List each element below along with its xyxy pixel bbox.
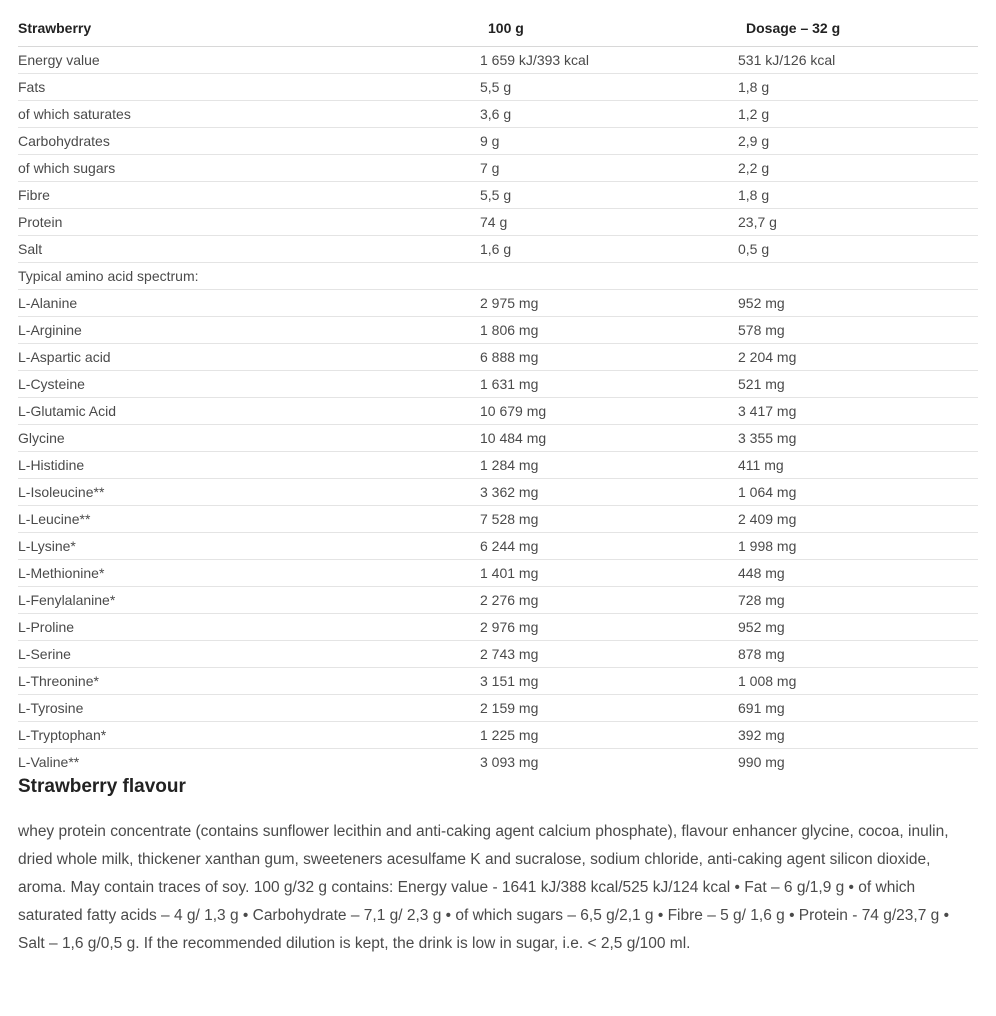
table-row — [18, 236, 978, 263]
table-row — [18, 425, 978, 452]
row-per-dosage: 392 mg — [738, 722, 978, 749]
row-per-100g: 5,5 g — [480, 74, 738, 101]
row-per-dosage: 1 998 mg — [738, 533, 978, 560]
row-nutrient: L-Methionine* — [18, 560, 480, 587]
row-nutrient: Salt — [18, 236, 480, 263]
ingredients-text: whey protein concentrate (contains sunflower lecithin and anti-caking agent calcium phosphate), flavour enhancer glycine, cocoa, inulin, dried whole milk, thickener xanthan gum, sweeteners acesulfame K and sucralose, sodium chloride, anti-caking agent silicon dioxide, aroma. May contain traces of soy. 100 g/32 g contains: Energy value - 1641 kJ/388 kcal/525 kJ/124 kcal • Fat – 6 g/1,9 g • of which saturated fatty acids – 4 g/ 1,3 g • Carbohydrate – 7,1 g/ 2,3 g • of which sugars – 6,5 g/2,1 g • Fibre – 5 g/ 1,6 g • Protein - 74 g/23,7 g • Salt – 1,6 g/0,5 g. If the recommended dilution is kept, the drink is low in sugar, i.e. < 2,5 g/100 ml. — [18, 823, 949, 952]
table-row — [18, 317, 978, 344]
row-per-dosage: 878 mg — [738, 641, 978, 668]
table-row — [18, 290, 978, 317]
row-per-dosage: 3 417 mg — [738, 398, 978, 425]
row-nutrient: Protein — [18, 209, 480, 236]
table-row — [18, 695, 978, 722]
row-per-100g: 10 679 mg — [480, 398, 738, 425]
row-nutrient: L-Arginine — [18, 317, 480, 344]
table-row — [18, 344, 978, 371]
row-per-100g: 1 225 mg — [480, 722, 738, 749]
row-nutrient: L-Alanine — [18, 290, 480, 317]
header-per-100g: 100 g — [480, 10, 738, 47]
row-nutrient: of which sugars — [18, 155, 480, 182]
row-per-dosage: 3 355 mg — [738, 425, 978, 452]
row-per-dosage: 0,5 g — [738, 236, 978, 263]
row-nutrient: L-Valine** — [18, 754, 80, 770]
row-per-100g: 7 528 mg — [480, 506, 738, 533]
row-per-dosage: 1 008 mg — [738, 668, 978, 695]
row-per-dosage: 2,2 g — [738, 155, 978, 182]
row-nutrient: L-Glutamic Acid — [18, 398, 480, 425]
header-per-dosage: Dosage – 32 g — [738, 10, 978, 47]
row-per-dosage: 1,8 g — [738, 182, 978, 209]
row-per-100g: 6 244 mg — [480, 533, 738, 560]
row-per-100g: 5,5 g — [480, 182, 738, 209]
table-row — [18, 182, 978, 209]
row-per-dosage: 531 kJ/126 kcal — [738, 47, 978, 74]
row-per-100g: 1 631 mg — [480, 371, 738, 398]
table-row — [18, 74, 978, 101]
row-nutrient: L-Fenylalanine* — [18, 587, 480, 614]
header-flavour: Strawberry — [18, 10, 480, 47]
row-nutrient: L-Leucine** — [18, 506, 480, 533]
row-per-dosage: 2 409 mg — [738, 506, 978, 533]
row-nutrient: Glycine — [18, 425, 480, 452]
table-row — [18, 128, 978, 155]
table-row — [18, 533, 978, 560]
row-per-dosage: 2,9 g — [738, 128, 978, 155]
row-nutrient: L-Proline — [18, 614, 480, 641]
row-nutrient: L-Aspartic acid — [18, 344, 480, 371]
row-per-100g: 74 g — [480, 209, 738, 236]
row-per-100g: 9 g — [480, 128, 738, 155]
row-nutrient: L-Cysteine — [18, 371, 480, 398]
row-per-dosage: 521 mg — [738, 371, 978, 398]
table-row — [18, 641, 978, 668]
table-row — [18, 101, 978, 128]
row-per-dosage: 952 mg — [738, 290, 978, 317]
row-per-dosage: 691 mg — [738, 695, 978, 722]
row-nutrient: Fibre — [18, 182, 480, 209]
row-per-dosage: 990 mg — [738, 754, 785, 770]
row-per-100g — [480, 263, 738, 290]
row-nutrient: L-Serine — [18, 641, 480, 668]
row-per-100g: 1 401 mg — [480, 560, 738, 587]
row-per-dosage: 2 204 mg — [738, 344, 978, 371]
table-row — [18, 560, 978, 587]
row-per-100g: 2 743 mg — [480, 641, 738, 668]
row-per-dosage: 1 064 mg — [738, 479, 978, 506]
table-row — [18, 587, 978, 614]
row-nutrient: L-Lysine* — [18, 533, 480, 560]
row-nutrient: L-Isoleucine** — [18, 479, 480, 506]
row-nutrient: L-Tyrosine — [18, 695, 480, 722]
row-per-100g: 2 159 mg — [480, 695, 738, 722]
table-row — [18, 749, 978, 776]
row-nutrient: L-Threonine* — [18, 668, 480, 695]
table-row — [18, 263, 978, 290]
row-nutrient: Typical amino acid spectrum: — [18, 263, 480, 290]
row-nutrient: L-Tryptophan* — [18, 722, 480, 749]
row-per-100g: 10 484 mg — [480, 425, 738, 452]
row-per-dosage: 448 mg — [738, 560, 978, 587]
row-nutrient: of which saturates — [18, 101, 480, 128]
header-row — [18, 10, 978, 47]
table-row — [18, 506, 978, 533]
row-per-100g: 6 888 mg — [480, 344, 738, 371]
row-per-dosage: 952 mg — [738, 614, 978, 641]
row-per-100g: 1 659 kJ/393 kcal — [480, 47, 738, 74]
nutrition-table — [18, 10, 978, 775]
row-per-100g: 1,6 g — [480, 236, 738, 263]
row-per-100g: 1 284 mg — [480, 452, 738, 479]
nutrition-table-header — [18, 10, 978, 47]
row-per-100g: 3 093 mg — [480, 754, 539, 770]
row-nutrient: Fats — [18, 74, 480, 101]
table-row — [18, 371, 978, 398]
row-per-100g: 2 975 mg — [480, 290, 738, 317]
row-per-100g: 2 976 mg — [480, 614, 738, 641]
row-nutrient: Carbohydrates — [18, 128, 480, 155]
table-row — [18, 155, 978, 182]
table-row — [18, 47, 978, 74]
row-per-dosage: 1,2 g — [738, 101, 978, 128]
row-nutrient: L-Histidine — [18, 452, 480, 479]
row-per-100g: 3,6 g — [480, 101, 738, 128]
page-content — [18, 10, 978, 775]
table-row — [18, 452, 978, 479]
row-per-100g: 3 151 mg — [480, 668, 738, 695]
row-per-dosage — [738, 263, 978, 290]
table-row — [18, 479, 978, 506]
row-per-dosage: 23,7 g — [738, 209, 978, 236]
row-nutrient: Energy value — [18, 47, 480, 74]
row-per-100g: 2 276 mg — [480, 587, 738, 614]
row-per-100g: 7 g — [480, 155, 738, 182]
row-per-100g: 1 806 mg — [480, 317, 738, 344]
table-row — [18, 668, 978, 695]
row-per-dosage: 728 mg — [738, 587, 978, 614]
table-row — [18, 722, 978, 749]
row-per-dosage: 578 mg — [738, 317, 978, 344]
table-row — [18, 614, 978, 641]
nutrition-table-body — [18, 47, 978, 776]
flavour-title: Strawberry flavour — [18, 776, 186, 797]
row-per-dosage: 1,8 g — [738, 74, 978, 101]
table-row — [18, 209, 978, 236]
row-per-dosage: 411 mg — [738, 452, 978, 479]
row-per-100g: 3 362 mg — [480, 479, 738, 506]
table-row — [18, 398, 978, 425]
